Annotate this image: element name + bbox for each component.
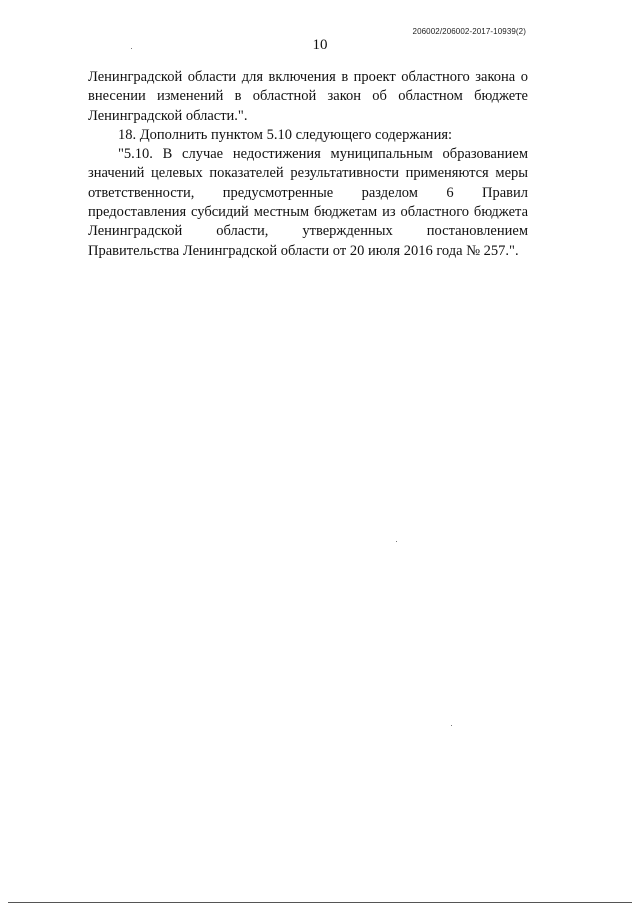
page-number: 10: [312, 37, 328, 53]
document-body: [88, 68, 528, 261]
paragraph-continuation: Ленинградской области для включения в проект областного закона о внесении изменений в областной закон об областном бюджете Ленинградской области.".: [88, 69, 528, 124]
scan-speck: [396, 541, 397, 542]
document-id: 206002/206002-2017-10939(2): [412, 27, 526, 36]
paragraph-item-18: 18. Дополнить пунктом 5.10 следующего содержания:: [118, 126, 453, 143]
scan-speck: [451, 725, 452, 726]
scan-bottom-edge: [8, 902, 632, 903]
scan-speck: [131, 48, 132, 49]
paragraph-item-5-10: "5.10. В случае недостижения муниципальным образованием значений целевых показателей результативности применяются меры ответственности, предусмотренные разделом 6 Правил предоставления субсидий местным бюджетам из областного бюджета Ленинградской области, утвержденных постановлением Правительства Ленинградской области от 20 июля 2016 года № 257.".: [88, 146, 528, 259]
